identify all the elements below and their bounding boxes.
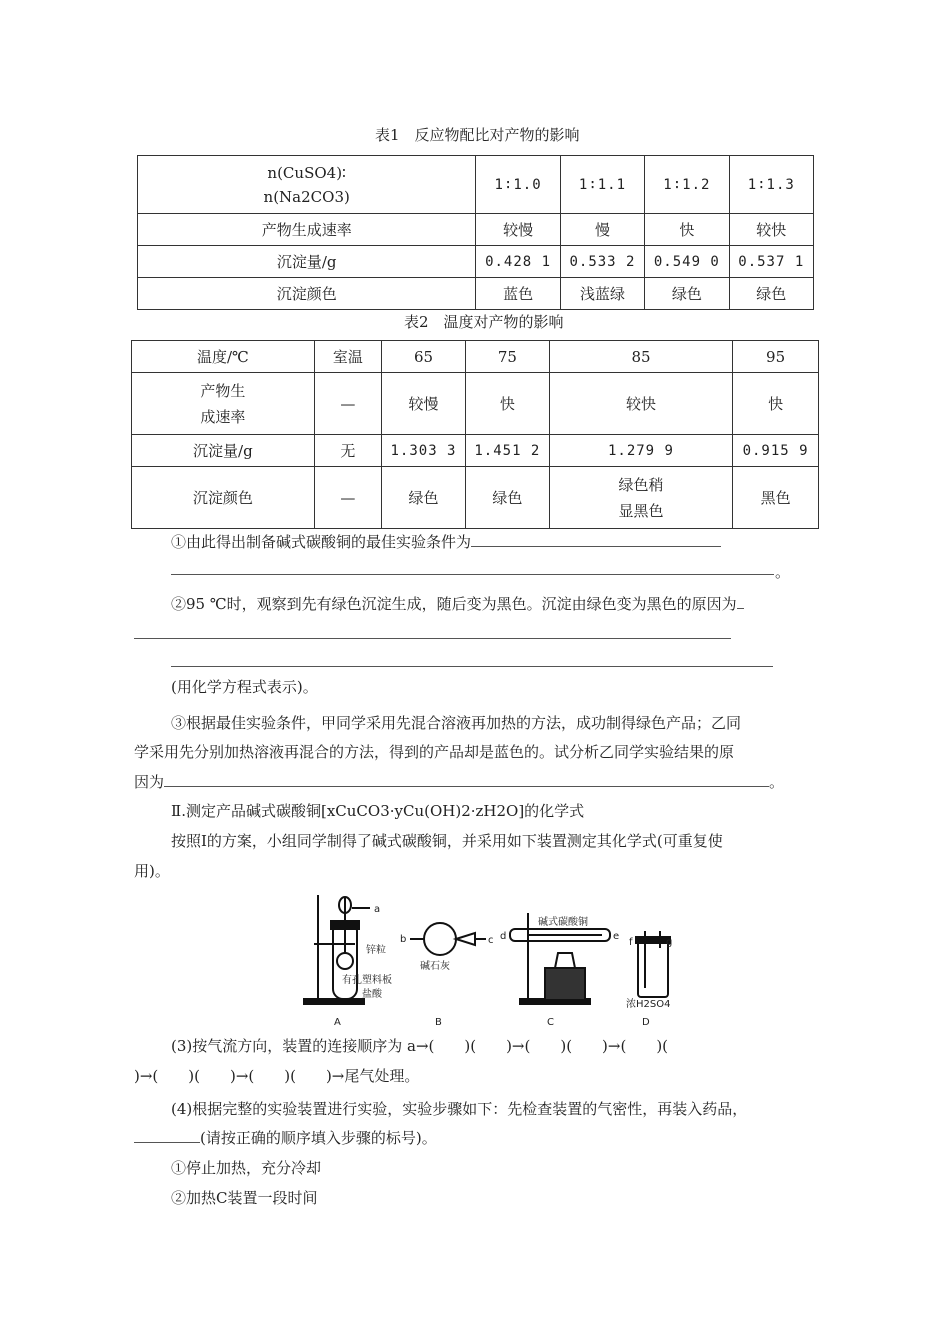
figure-label-b: B [435, 1017, 442, 1028]
table1-cell: 0.549 0 [645, 246, 729, 278]
table2-temp: 75 [465, 341, 549, 373]
table2-cell [549, 467, 732, 529]
period: 。 [769, 773, 785, 791]
table2-temp: 65 [382, 341, 466, 373]
table1-cell: 较快 [729, 214, 813, 246]
answer-blank[interactable] [171, 574, 774, 575]
answer-blank[interactable] [171, 666, 773, 667]
table2-cell: 无 [314, 435, 381, 467]
table1-header-line1: n(CuSO4)∶ [267, 163, 346, 182]
table2-cell: 快 [733, 373, 819, 435]
table1-ratio: 1∶1.3 [729, 156, 813, 214]
part2-line1: 按照Ⅰ的方案，小组同学制得了碱式碳酸铜，并采用如下装置测定其化学式(可重复使 [171, 832, 723, 850]
table2-color-label: 沉淀颜色 [132, 467, 315, 529]
table2-caption: 表2 温度对产物的影响 [404, 313, 564, 331]
part2-title: Ⅱ.测定产品碱式碳酸铜[xCuCO3·yCu(OH)2·zH2O]的化学式 [171, 802, 585, 820]
answer-blank[interactable] [134, 1128, 200, 1143]
question-4-line2 [134, 1127, 437, 1149]
soda-lime-label: 碱石灰 [420, 961, 450, 972]
table1-cell: 绿色 [645, 278, 729, 310]
table2-cell: 1.279 9 [549, 435, 732, 467]
zinc-label: 锌粒 [366, 945, 386, 956]
table2-cell: 1.303 3 [382, 435, 466, 467]
answer-blank[interactable] [737, 594, 744, 609]
step-2: ②加热C装置一段时间 [171, 1189, 318, 1207]
table2-temp: 85 [549, 341, 732, 373]
table2-cell: — [314, 373, 381, 435]
acid-label: 盐酸 [362, 989, 382, 1000]
answer-blank[interactable] [471, 532, 721, 547]
table1-header-line2: n(Na2CO3) [263, 187, 350, 206]
table2-header-label: 温度/℃ [132, 341, 315, 373]
step-1: ①停止加热，充分冷却 [171, 1159, 322, 1177]
plate-label: 有孔塑料板 [342, 975, 392, 986]
table2-cell: 快 [465, 373, 549, 435]
figure-label-c: C [547, 1017, 554, 1028]
port-g-label: g [666, 937, 673, 948]
table2-cell: 较快 [549, 373, 732, 435]
figure-label-a: A [334, 1017, 341, 1028]
table1-row-label: 沉淀颜色 [138, 278, 476, 310]
table2-cell: 1.451 2 [465, 435, 549, 467]
table2-rate-label [132, 373, 315, 435]
table2-rate-label-line2: 成速率 [200, 407, 246, 426]
question-4-line1: (4)根据完整的实验装置进行实验，实验步骤如下：先检查装置的气密性，再装入药品， [171, 1100, 748, 1118]
table1-cell: 0.533 2 [560, 246, 644, 278]
question-3-line3 [134, 771, 784, 793]
port-b-label: b [400, 934, 407, 945]
question-3b-line1: (3)按气流方向，装置的连接顺序为 a→( )( )→( )( )→( )( [171, 1037, 669, 1055]
table1-cell: 快 [645, 214, 729, 246]
port-f-label: f [629, 937, 633, 948]
apparatus-figure [300, 893, 700, 1033]
port-c-label: c [488, 935, 494, 946]
h2so4-label: 浓H2SO4 [626, 999, 671, 1010]
table2 [131, 340, 819, 529]
question-1 [171, 531, 721, 553]
table2-color-85-line1: 绿色稍 [618, 475, 664, 494]
table1 [137, 155, 814, 310]
answer-blank[interactable] [134, 638, 731, 639]
question-3-line2: 学采用先分别加热溶液再混合的方法，得到的产品却是蓝色的。试分析乙同学实验结果的原 [134, 743, 735, 761]
figure-label-d: D [642, 1017, 650, 1028]
table2-rate-label-line1: 产物生 [200, 381, 246, 400]
table1-ratio: 1∶1.0 [476, 156, 560, 214]
port-e-label: e [613, 931, 620, 942]
table1-cell: 0.428 1 [476, 246, 560, 278]
question-3-line1: ③根据最佳实验条件，甲同学采用先混合溶液再加热的方法，成功制得绿色产品；乙同 [171, 714, 742, 732]
answer-blank[interactable] [164, 772, 769, 787]
table1-cell: 0.537 1 [729, 246, 813, 278]
question-2-text: ②95 ℃时，观察到先有绿色沉淀生成，随后变为黑色。沉淀由绿色变为黑色的原因为 [171, 595, 737, 613]
table2-cell: 黑色 [733, 467, 819, 529]
table1-row-label: 沉淀量/g [138, 246, 476, 278]
table2-cell: 0.915 9 [733, 435, 819, 467]
table1-cell: 蓝色 [476, 278, 560, 310]
question-2 [171, 593, 744, 615]
question-3b-line2: )→( )( )→( )( )→尾气处理。 [134, 1067, 420, 1085]
table2-cell: 较慢 [382, 373, 466, 435]
question-3-text: 因为 [134, 773, 165, 791]
question-4-text: (请按正确的顺序填入步骤的标号)。 [200, 1129, 437, 1147]
table2-temp: 室温 [314, 341, 381, 373]
basic-copper-label: 碱式碳酸铜 [538, 917, 588, 928]
table2-cell: 绿色 [382, 467, 466, 529]
table1-cell: 绿色 [729, 278, 813, 310]
port-a-label: a [374, 904, 381, 915]
table1-ratio: 1∶1.1 [560, 156, 644, 214]
part2-line2: 用)。 [134, 862, 170, 880]
table2-cell: 绿色 [465, 467, 549, 529]
question-2-note: (用化学方程式表示)。 [171, 678, 318, 696]
table1-cell: 浅蓝绿 [560, 278, 644, 310]
period: 。 [775, 563, 791, 581]
table1-ratio: 1∶1.2 [645, 156, 729, 214]
table1-row-label: 产物生成速率 [138, 214, 476, 246]
table2-temp: 95 [733, 341, 819, 373]
table2-mass-label: 沉淀量/g [132, 435, 315, 467]
table1-cell: 慢 [560, 214, 644, 246]
table2-cell: — [314, 467, 381, 529]
port-d-label: d [500, 931, 507, 942]
question-1-text: ①由此得出制备碱式碳酸铜的最佳实验条件为 [171, 533, 472, 551]
table1-header-label [138, 156, 476, 214]
table1-cell: 较慢 [476, 214, 560, 246]
table1-caption: 表1 反应物配比对产物的影响 [375, 126, 580, 144]
table2-color-85-line2: 显黑色 [618, 501, 664, 520]
